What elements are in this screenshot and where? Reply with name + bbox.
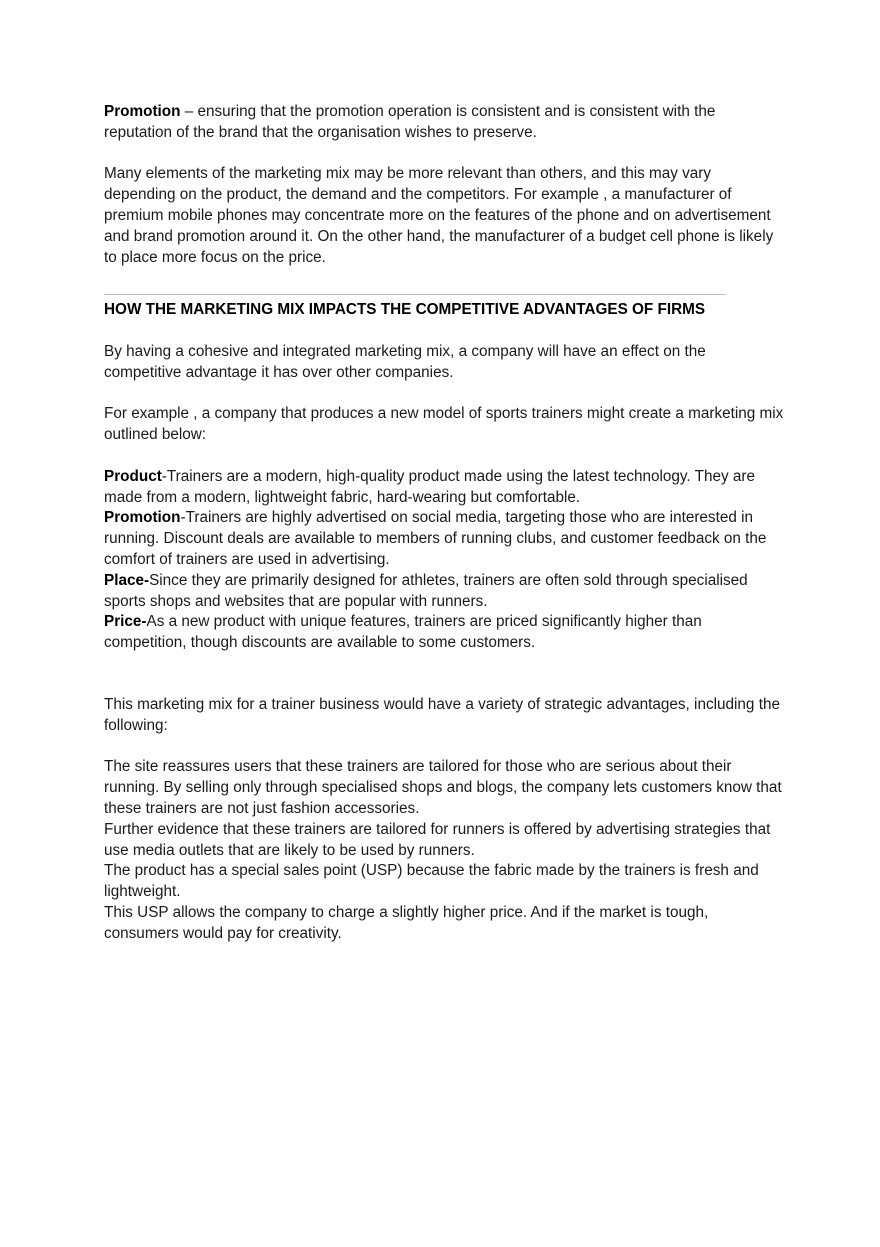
section-divider — [104, 294, 726, 295]
example-paragraph: For example , a company that produces a new model of sports trainers might create a marketing mix outlined below: — [104, 405, 784, 444]
elements-paragraph: Many elements of the marketing mix may be more relevant than others, and this may vary depending on the product, the demand and the competitors. For example , a manufacturer of premium mobile phones may concentrate more on the features of the phone and on advertisement and brand promotion around it. On the other hand, the manufacturer of a budget cell phone is likely to place more focus on the price. — [104, 165, 774, 266]
advantage-item: The product has a special sales point (USP) because the fabric made by the trainers is fresh and lightweight. — [104, 862, 759, 901]
document-page — [104, 102, 784, 944]
promotion-paragraph — [104, 102, 784, 144]
mix-term: Place- — [104, 571, 150, 589]
mix-term: Promotion — [104, 509, 181, 527]
mix-term: Price- — [104, 613, 147, 631]
promotion-term: Promotion — [104, 103, 181, 120]
mix-item-promotion — [104, 508, 784, 570]
mix-text: -Trainers are highly advertised on social media, targeting those who are interested in running. Discount deals are available to members of running clubs, and customer feedback on the comfort of trainers are used in advertising. — [104, 509, 767, 568]
mix-text: -Trainers are a modern, high-quality product made using the latest technology. They are made from a modern, lightweight fabric, hard-wearing but comfortable. — [104, 467, 756, 506]
strategic-advantages-intro: This marketing mix for a trainer business would have a variety of strategic advantages, including the following: — [104, 695, 780, 734]
section-heading: HOW THE MARKETING MIX IMPACTS THE COMPETITIVE ADVANTAGES OF FIRMS — [104, 301, 706, 319]
cohesive-paragraph: By having a cohesive and integrated marketing mix, a company will have an effect on the competitive advantage it has over other companies. — [104, 342, 706, 381]
mix-item-product — [104, 467, 784, 509]
mix-text: As a new product with unique features, trainers are priced significantly higher than competition, though discounts are available to some customers. — [104, 613, 702, 652]
advantage-item: This USP allows the company to charge a slightly higher price. And if the market is tough, consumers would pay for creativity. — [104, 903, 709, 942]
promotion-text: – ensuring that the promotion operation is consistent and is consistent with the reputation of the brand that the organisation wishes to preserve. — [104, 103, 716, 141]
advantage-item: The site reassures users that these trainers are tailored for those who are serious about their running. By selling only through specialised shops and blogs, the company lets customers know that these trainers are not just fashion accessories. — [104, 758, 782, 817]
advantage-item: Further evidence that these trainers are tailored for runners is offered by advertising strategies that use media outlets that are likely to be used by runners. — [104, 820, 771, 859]
mix-item-place — [104, 571, 784, 613]
mix-term: Product — [104, 467, 162, 485]
mix-text: Since they are primarily designed for athletes, trainers are often sold through specialised sports shops and websites that are popular with runners. — [104, 571, 748, 610]
mix-item-price — [104, 612, 784, 654]
